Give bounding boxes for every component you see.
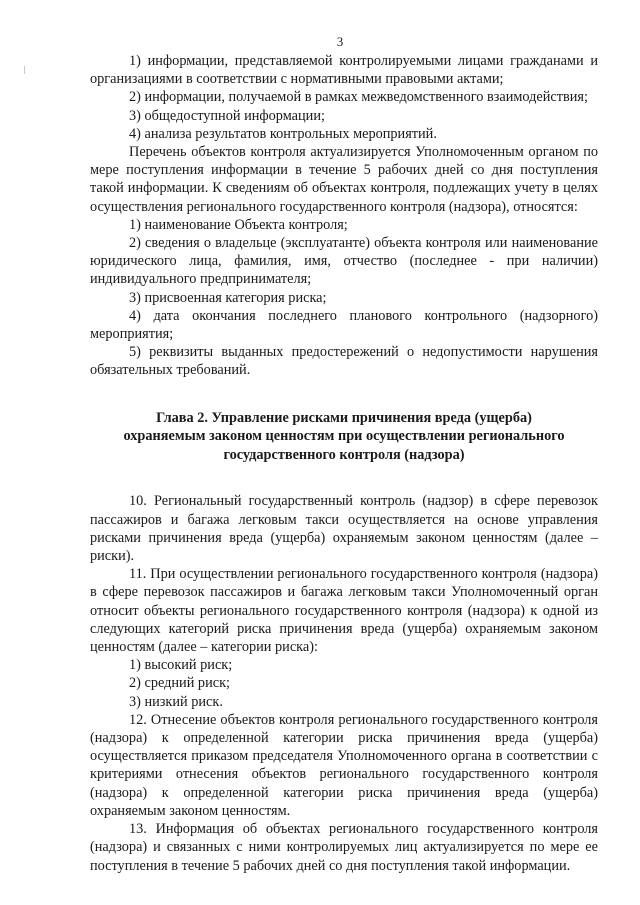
paragraph-11: 11. При осуществлении регионального государственного контроля (надзора) в сфере перевозок пассажиров и багажа легковым такси Уполномоченный орган относит объекты регионального государственного контроля (надзора) к одной из следующих категорий риска причинения вреда (ущерба) охраняемым законом ценностям (далее – категории риска): bbox=[90, 566, 598, 656]
paragraph-objects-list: Перечень объектов контроля актуализируется Уполномоченным органом по мере поступления информации в течение 5 рабочих дней со дня поступления такой информации. К сведениям об объектах контроля, подлежащих учету в целях осуществления регионального государственного контроля (надзора), относятся: bbox=[90, 144, 598, 215]
list-item-control-analysis: 4) анализа результатов контрольных мероприятий. bbox=[129, 125, 437, 142]
paragraph-10: 10. Региональный государственный контроль (надзор) в сфере перевозок пассажиров и багажа легковым такси осуществляется на основе управления рисками причинения вреда (ущерба) охраняемым законом ценностям (далее – риски). bbox=[90, 493, 598, 565]
chapter-heading bbox=[90, 409, 598, 465]
list-item-risk-category: 3) присвоенная категория риска; bbox=[129, 289, 327, 306]
list-item-object-name: 1) наименование Объекта контроля; bbox=[129, 216, 348, 233]
list-item-low-risk: 3) низкий риск. bbox=[129, 693, 223, 710]
paragraph-13: 13. Информация об объектах регионального государственного контроля (надзора) и связанных с ними контролируемых лиц актуализируется по мере ее поступления в течение 5 рабочих дней со дня поступления такой информации. bbox=[90, 821, 598, 874]
chapter-heading-line-3: государственного контроля (надзора) bbox=[223, 446, 465, 463]
list-item-interagency-info: 2) информации, получаемой в рамках межведомственного взаимодействия; bbox=[129, 89, 588, 106]
list-item-high-risk: 1) высокий риск; bbox=[129, 657, 233, 674]
list-item-medium-risk: 2) средний риск; bbox=[129, 675, 230, 692]
list-item-public-info: 3) общедоступной информации; bbox=[129, 107, 325, 124]
list-item-info-controlled-persons: 1) информации, представляемой контролируемыми лицами гражданами и организациями в соответствии с нормативными правовыми актами; bbox=[90, 53, 598, 88]
document-body bbox=[90, 52, 598, 875]
list-item-owner-info: 2) сведения о владельце (эксплуатанте) объекта контроля или наименование юридического лица, фамилия, имя, отчество (последнее - при наличии) индивидуального предпринимателя; bbox=[90, 235, 598, 288]
scan-mark bbox=[24, 66, 25, 74]
chapter-heading-line-2: охраняемым законом ценностям при осуществлении регионального bbox=[123, 428, 565, 445]
paragraph-12: 12. Отнесение объектов контроля регионального государственного контроля (надзора) к определенной категории риска причинения вреда (ущерба) осуществляется приказом председателя Уполномоченного органа в соответствии с критериями отнесения объектов регионального государственного контроля (надзора) к определенной категории риска причинения вреда (ущерба) охраняемым законом ценностям. bbox=[90, 711, 598, 819]
list-item-warnings: 5) реквизиты выданных предостережений о недопустимости нарушения обязательных требований. bbox=[90, 344, 598, 379]
chapter-heading-line-1: Глава 2. Управление рисками причинения вреда (ущерба) bbox=[156, 409, 532, 426]
page-number: 3 bbox=[336, 34, 344, 49]
list-item-last-inspection-date: 4) дата окончания последнего планового контрольного (надзорного) мероприятия; bbox=[90, 307, 598, 343]
